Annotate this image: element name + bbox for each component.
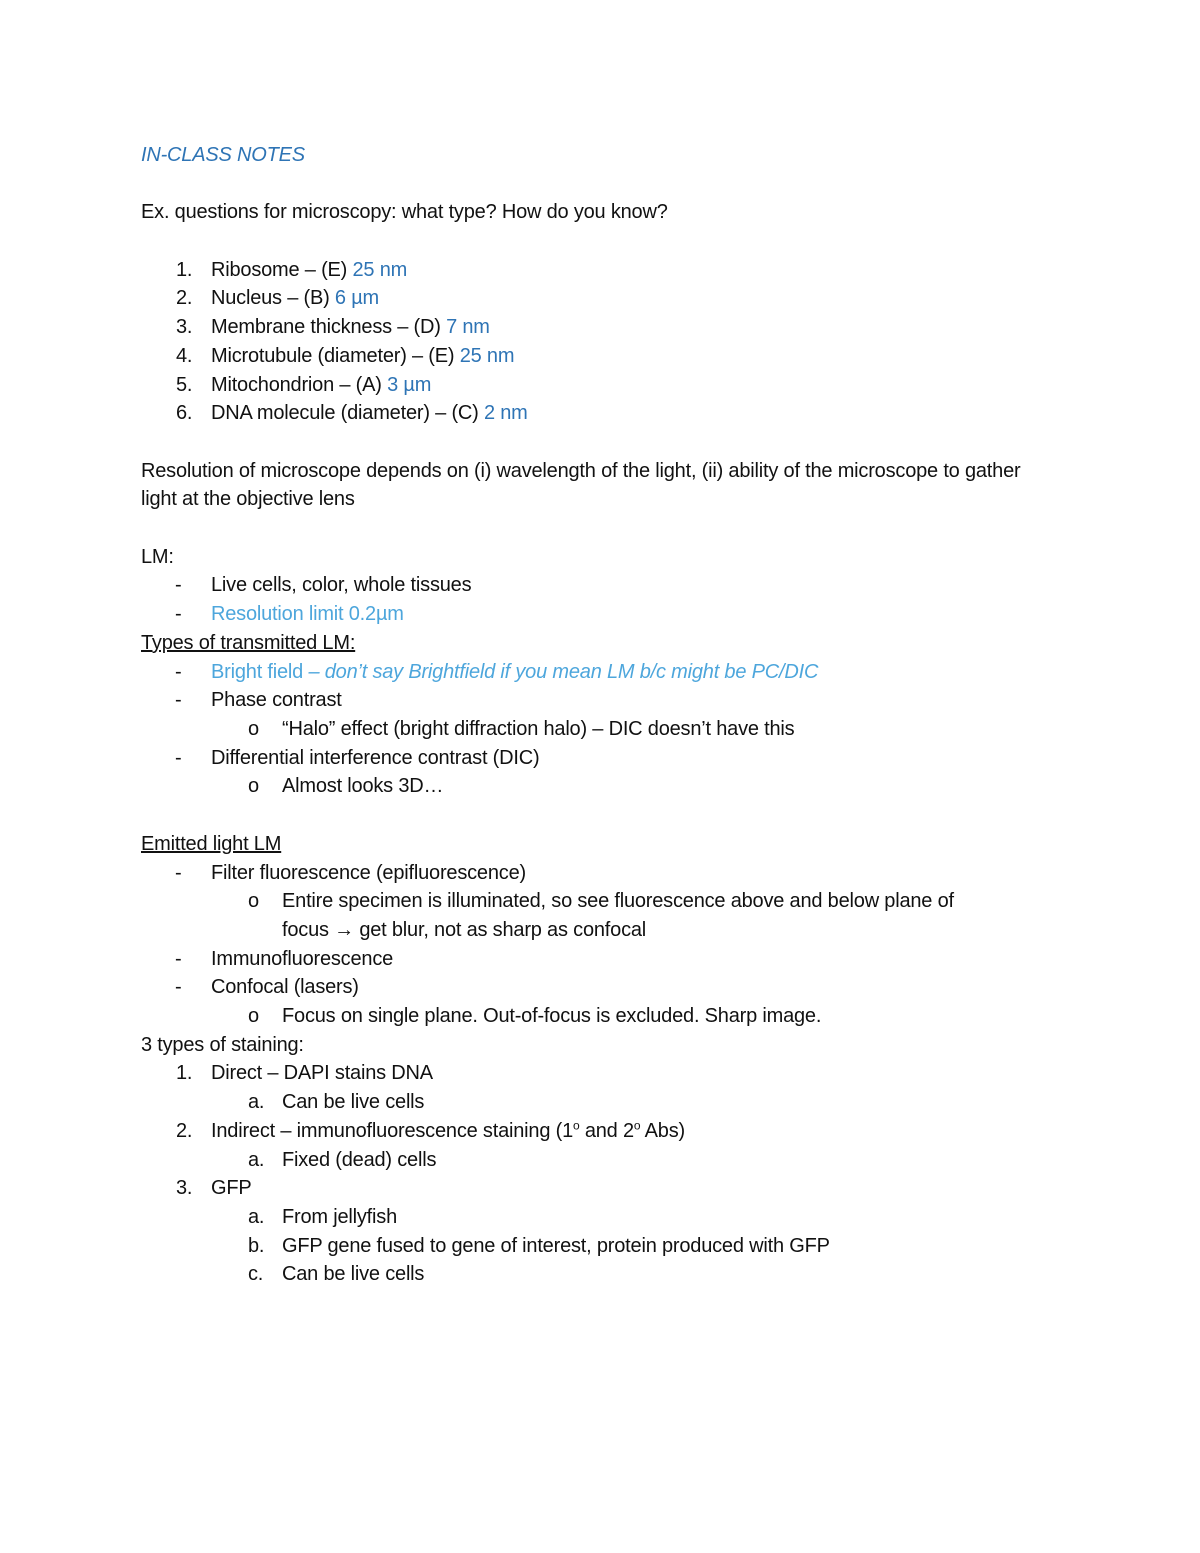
list-item: 6. DNA molecule (diameter) – (C) 2 nm: [176, 402, 528, 425]
examples-list: [141, 256, 1071, 428]
list-item: 1. Direct – DAPI stains DNA: [176, 1062, 433, 1085]
sub-list-item: o Entire specimen is illuminated, so see fluorescence above and below plane of: [248, 890, 954, 913]
sub-list-item: o Focus on single plane. Out-of-focus is excluded. Sharp image.: [248, 1005, 822, 1028]
list-item: 3. Membrane thickness – (D) 7 nm: [176, 316, 490, 339]
list-item: 4. Microtubule (diameter) – (E) 25 nm: [176, 344, 515, 367]
list-item: 1. Ribosome – (E) 25 nm: [176, 258, 408, 281]
list-item: 2. Indirect – immunofluorescence staining (1$^o$ and 2$^o$ Abs): [176, 1118, 685, 1142]
notes-body: [141, 141, 1071, 1289]
answer-value: 3 µm: [387, 373, 432, 396]
degree-superscript: o: [573, 1118, 580, 1133]
sub-list-item: c. Can be live cells: [248, 1263, 425, 1286]
list-item: - Phase contrast: [175, 689, 342, 712]
sub-list-item: o Almost looks 3D…: [248, 775, 444, 798]
list-item: 5. Mitochondrion – (A) 3 µm: [176, 373, 432, 396]
sub-list-item-continued: focus → get blur, not as sharp as confocal: [282, 918, 647, 941]
sub-list-item: a. From jellyfish: [248, 1205, 397, 1228]
degree-superscript: o: [633, 1118, 641, 1133]
answer-value: 6 µm: [334, 287, 379, 310]
answer-value: 7 nm: [446, 316, 490, 339]
answer-value: 25 nm: [352, 258, 408, 281]
list-item: - Immunofluorescence: [175, 947, 394, 970]
list-item: - Filter fluorescence (epifluorescence): [175, 861, 526, 884]
sub-list-item: o “Halo” effect (bright diffraction halo) – DIC doesn’t have this: [248, 718, 795, 740]
transmitted-heading: Types of transmitted LM:: [141, 631, 356, 654]
list-item: - Differential interference contrast (DIC): [175, 746, 540, 769]
lm-heading: LM:: [141, 545, 174, 568]
notes-title: IN-CLASS NOTES: [141, 144, 305, 166]
list-item: 2. Nucleus – (B) 6 µm: [176, 287, 379, 310]
list-item: - Resolution limit 0.2µm: [175, 603, 404, 626]
resolution-paragraph: Resolution of microscope depends on (i) wavelength of the light, (ii) ability of the microscope to gather light at the objective lens: [141, 459, 1021, 511]
emitted-heading: Emitted light LM: [141, 832, 282, 855]
sub-list-item: b. GFP gene fused to gene of interest, protein produced with GFP: [248, 1234, 830, 1257]
answer-value: 25 nm: [459, 344, 515, 367]
staining-heading: 3 types of staining:: [141, 1033, 304, 1056]
intro-question: Ex. questions for microscopy: what type? How do you know?: [141, 201, 668, 224]
list-item: 3. GFP: [176, 1177, 252, 1200]
answer-value: 2 nm: [483, 402, 528, 425]
sub-list-item: a. Can be live cells: [248, 1091, 425, 1114]
list-item: - Bright field – don’t say Brightfield if you mean LM b/c might be PC/DIC: [175, 660, 819, 683]
list-item: - Confocal (lasers): [175, 976, 359, 999]
list-item: - Live cells, color, whole tissues: [175, 574, 472, 597]
sub-list-item: a. Fixed (dead) cells: [248, 1148, 437, 1171]
